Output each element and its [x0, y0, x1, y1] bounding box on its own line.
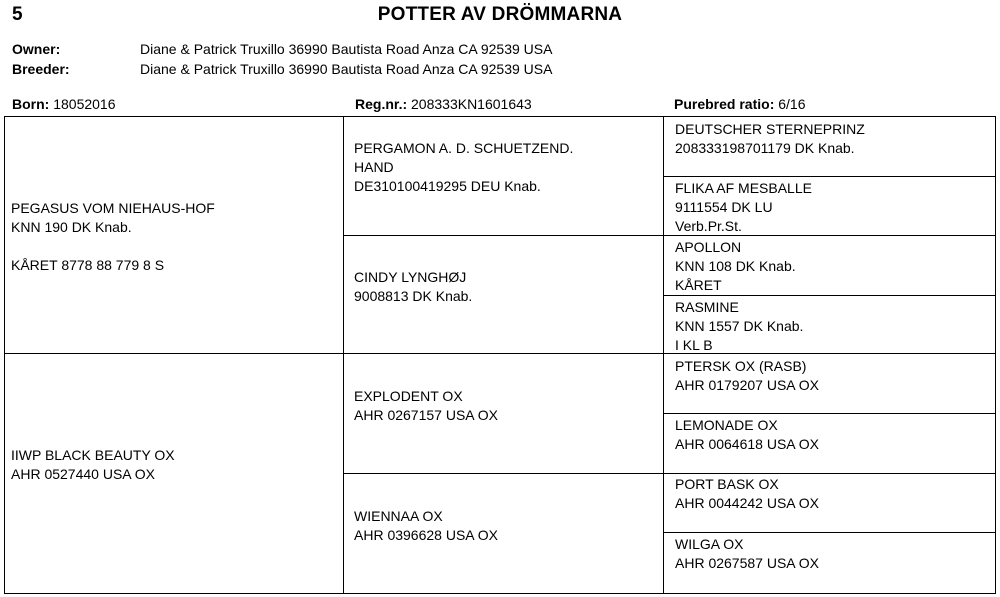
purebred-label: Purebred ratio:: [674, 96, 775, 112]
dss-name: PTERSK OX (RASB): [675, 358, 807, 374]
dam-dam-cell: [354, 507, 660, 545]
sire-name: PEGASUS VOM NIEHAUS-HOF: [11, 200, 215, 216]
sire-cell: [11, 199, 341, 275]
dss-cell: [675, 357, 993, 395]
born-label: Born:: [12, 96, 50, 112]
ss-name: PERGAMON A. D. SCHUETZEND.: [354, 140, 574, 156]
sdd-name: RASMINE: [675, 299, 739, 315]
sire-sire-cell: [354, 139, 660, 196]
ds-name: EXPLODENT OX: [354, 388, 463, 404]
ddd-reg: AHR 0267587 USA OX: [675, 555, 819, 571]
horse-title: POTTER AV DRÖMMARNA: [377, 4, 623, 25]
reg-label: Reg.nr.:: [355, 96, 408, 112]
sds-cell: [675, 238, 993, 295]
breeder-label: Breeder:: [12, 61, 70, 77]
reg-info: [355, 96, 532, 112]
divider: [663, 413, 995, 414]
sd-name: CINDY LYNGHØJ: [354, 269, 467, 285]
dds-reg: AHR 0044242 USA OX: [675, 495, 819, 511]
sss-reg: 208333198701179 DK Knab.: [675, 140, 855, 156]
dds-name: PORT BASK OX: [675, 476, 779, 492]
sdd-cell: [675, 298, 993, 355]
born-value: 18052016: [53, 96, 116, 112]
sire-extra: KÅRET 8778 88 779 8 S: [11, 257, 165, 273]
owner-label: Owner:: [12, 41, 61, 57]
sdd-extra: I KL B: [675, 337, 713, 353]
divider: [343, 117, 344, 593]
dds-cell: [675, 475, 993, 513]
divider: [663, 295, 995, 296]
ddd-name: WILGA OX: [675, 536, 744, 552]
ssd-reg: 9111554 DK LU: [675, 199, 773, 215]
catalog-number: 5: [12, 4, 23, 25]
ssd-extra: Verb.Pr.St.: [675, 218, 742, 234]
purebred-info: [674, 96, 806, 112]
dsd-name: LEMONADE OX: [675, 417, 778, 433]
divider: [663, 117, 664, 593]
sds-extra: KÅRET: [675, 277, 722, 293]
dsd-cell: [675, 416, 993, 454]
dam-cell: [11, 446, 341, 484]
dd-reg: AHR 0396628 USA OX: [354, 527, 498, 543]
dam-sire-cell: [354, 387, 660, 425]
ssd-cell: [675, 179, 993, 236]
sss-name: DEUTSCHER STERNEPRINZ: [675, 121, 865, 137]
breeder-value: Diane & Patrick Truxillo 36990 Bautista Road Anza CA 92539 USA: [140, 61, 553, 77]
sire-dam-cell: [354, 268, 660, 306]
sire-reg: KNN 190 DK Knab.: [11, 219, 132, 235]
sire-blank: [11, 237, 341, 256]
divider: [343, 473, 995, 474]
sss-cell: [675, 120, 993, 158]
sds-name: APOLLON: [675, 239, 742, 255]
dam-reg: AHR 0527440 USA OX: [11, 466, 155, 482]
sd-reg: 9008813 DK Knab.: [354, 288, 473, 304]
pedigree-table: [4, 116, 996, 594]
sds-reg: KNN 108 DK Knab.: [675, 258, 796, 274]
ddd-cell: [675, 535, 993, 573]
sdd-reg: KNN 1557 DK Knab.: [675, 318, 804, 334]
owner-value: Diane & Patrick Truxillo 36990 Bautista Road Anza CA 92539 USA: [140, 41, 553, 57]
dam-name: IIWP BLACK BEAUTY OX: [11, 447, 175, 463]
divider: [663, 532, 995, 533]
dd-name: WIENNAA OX: [354, 508, 443, 524]
purebred-value: 6/16: [778, 96, 806, 112]
divider: [663, 176, 995, 177]
dsd-reg: AHR 0064618 USA OX: [675, 436, 819, 452]
ss-reg: DE310100419295 DEU Knab.: [354, 178, 541, 194]
reg-value: 208333KN1601643: [411, 96, 532, 112]
born-info: [12, 96, 116, 112]
ds-reg: AHR 0267157 USA OX: [354, 407, 498, 423]
dss-reg: AHR 0179207 USA OX: [675, 377, 819, 393]
ss-name-cont: HAND: [354, 159, 394, 175]
ssd-name: FLIKA AF MESBALLE: [675, 180, 812, 196]
